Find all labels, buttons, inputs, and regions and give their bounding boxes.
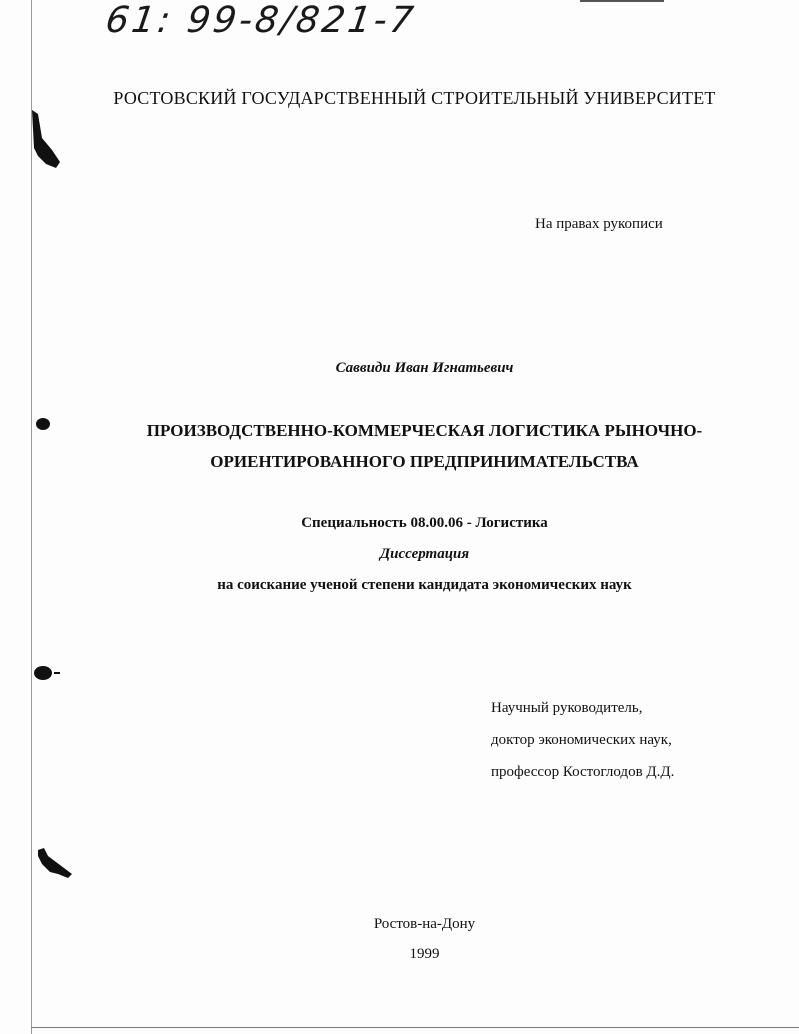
scan-bottom-edge	[31, 1027, 799, 1028]
work-type: Диссертация	[379, 546, 470, 562]
advisor-name: профессор Костоглодов Д.Д.	[491, 764, 675, 780]
university-name: РОСТОВСКИЙ ГОСУДАРСТВЕННЫЙ СТРОИТЕЛЬНЫЙ УНИВЕРСИТЕТ	[113, 88, 716, 108]
scan-blot-lower	[32, 664, 62, 682]
dissertation-title-line-1: ПРОИЗВОДСТВЕННО-КОММЕРЧЕСКАЯ ЛОГИСТИКА РЫНОЧНО-	[146, 421, 703, 440]
specialty: Специальность 08.00.06 - Логистика	[301, 515, 548, 531]
author-name: Саввиди Иван Игнатьевич	[335, 360, 514, 376]
manuscript-rights-note: На правах рукописи	[535, 216, 663, 232]
scan-top-mark	[580, 0, 664, 2]
advisor-role: Научный руководитель,	[491, 700, 643, 716]
dissertation-title-line-2: ОРИЕНТИРОВАННОГО ПРЕДПРИНИМАТЕЛЬСТВА	[210, 452, 639, 471]
city: Ростов-на-Дону	[373, 916, 476, 932]
scan-blot-bottom	[34, 846, 76, 880]
archive-code: 61: 99-8/821-7	[103, 0, 419, 41]
year: 1999	[409, 946, 440, 962]
scan-blot-top	[28, 108, 64, 174]
degree-purpose: на соискание ученой степени кандидата экономических наук	[217, 577, 632, 593]
advisor-degree: доктор экономических наук,	[491, 732, 672, 748]
